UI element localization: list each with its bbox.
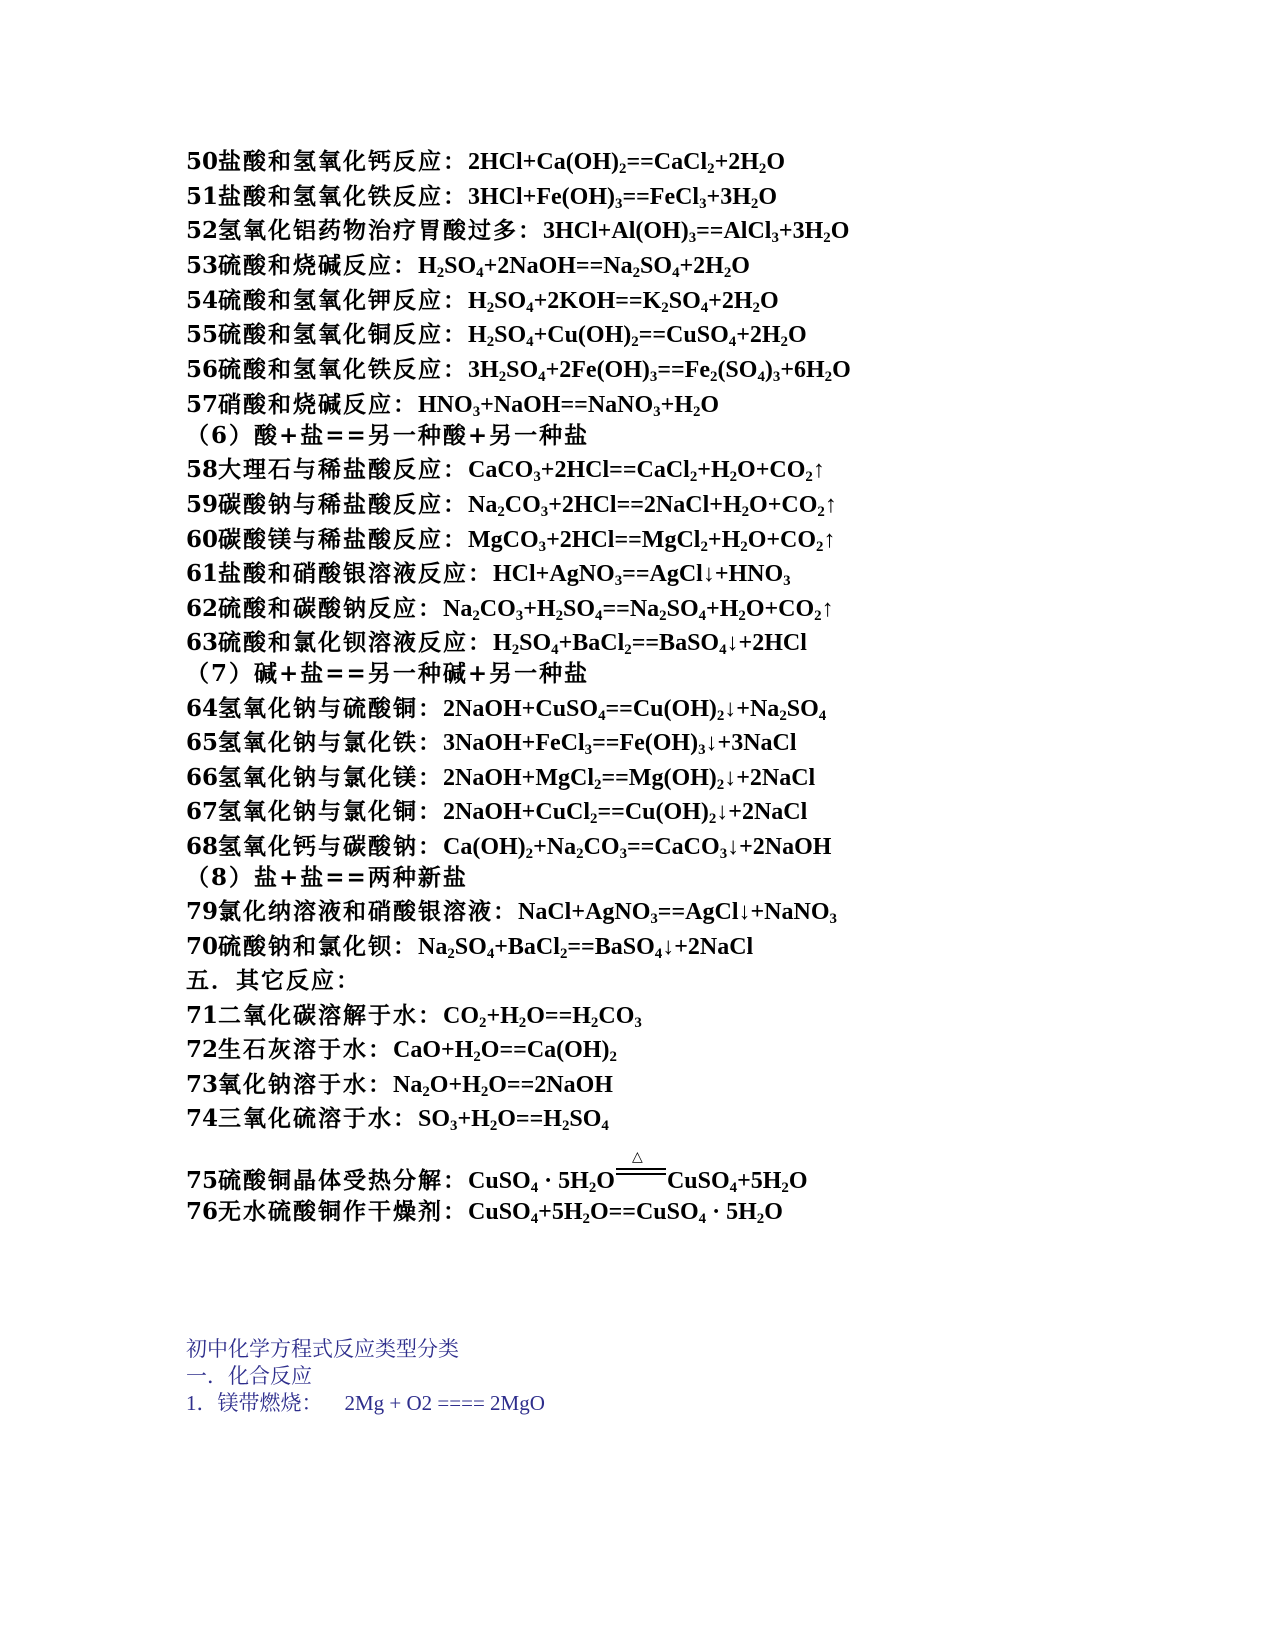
- equation-number: 66: [186, 764, 219, 791]
- reaction-description: 氧化钠溶于水：: [218, 1071, 394, 1098]
- equation-line-67: [186, 798, 807, 826]
- reaction-description: 盐酸和硝酸银溶液反应：: [218, 560, 494, 587]
- equation-line-65: [186, 729, 797, 757]
- chemical-equation: $H_2SO_4+2KOH==K_2SO_4+2H_2O$: [468, 288, 779, 317]
- equation-line-64: [186, 695, 826, 723]
- equation-line-66: [186, 764, 815, 792]
- chemical-equation: $SO_3+H_2O==H_2SO_4$: [418, 1106, 609, 1135]
- equation-line-62: [186, 595, 834, 623]
- equation-number: 70: [186, 933, 219, 960]
- chemical-equation: $CaO+H_2O==Ca(OH)_2$: [393, 1037, 617, 1066]
- equation-line-51: [186, 183, 777, 211]
- equation-line-63: [186, 629, 807, 657]
- equation-line-50: [186, 148, 785, 176]
- equals-bar: [616, 1168, 666, 1170]
- equation-number: 67: [186, 798, 219, 825]
- equation-line-74: [186, 1105, 609, 1133]
- equation-number: 76: [186, 1198, 219, 1225]
- chemical-equation: NaCl+AgNO$_3$==AgCl↓+NaNO$_3$: [518, 899, 837, 928]
- equation-line-75: [186, 1149, 808, 1197]
- equation-number: 61: [186, 560, 219, 587]
- heat-triangle-icon: △: [631, 1149, 643, 1165]
- chemical-equation: $2HCl+Ca(OH)_2==CaCl_2+2H_2O$: [468, 149, 786, 178]
- footer-subtitle: 一．化合反应: [186, 1364, 312, 1388]
- equation-line-56: [186, 356, 851, 384]
- equation-number: 56: [186, 356, 219, 383]
- equation-number: 72: [186, 1036, 219, 1063]
- chemical-equation: $HNO_3+NaOH==NaNO_3+H_2O$: [418, 392, 720, 421]
- equation-line-72: [186, 1036, 617, 1064]
- chemical-equation: $H_2SO_4+BaCl_2==BaSO_4↓+2HCl$: [493, 630, 807, 659]
- reaction-description: 大理石与稀盐酸反应：: [218, 456, 469, 483]
- equation-number: 50: [186, 148, 219, 175]
- equation-number: 55: [186, 321, 219, 348]
- equation-line-73: [186, 1071, 613, 1099]
- reaction-description: 硫酸和氯化钡溶液反应：: [218, 629, 494, 656]
- equation-number: 63: [186, 629, 219, 656]
- reaction-description: 氯化纳溶液和硝酸银溶液：: [218, 898, 519, 925]
- chemical-equation: $Na_2SO_4+BaCl_2==BaSO_4↓+2NaCl$: [418, 934, 754, 963]
- equation-number: 64: [186, 695, 219, 722]
- equation-line-71: [186, 1002, 642, 1030]
- chemical-equation: $Ca(OH)_2+Na_2CO_3==CaCO_3↓+2NaOH$: [443, 834, 832, 863]
- footer-item-label: 1．镁带燃烧：: [186, 1391, 323, 1415]
- heat-condition-sign: [616, 1149, 666, 1188]
- equation-number: 60: [186, 526, 219, 553]
- reaction-description: 氢氧化钙与碳酸钠：: [218, 833, 444, 860]
- reaction-description: 硫酸和氢氧化钾反应：: [218, 287, 469, 314]
- chemical-equation: $2NaOH+CuCl_2==Cu(OH)_2↓+2NaCl$: [443, 799, 808, 828]
- section-heading: 五．其它反应：: [186, 967, 361, 994]
- section-heading: （7）碱+盐==另一种碱+另一种盐: [186, 660, 590, 687]
- chemical-equation: $3NaOH+FeCl_3==Fe(OH)_3↓+3NaCl$: [443, 730, 797, 759]
- chemical-equation: $2NaOH+MgCl_2==Mg(OH)_2↓+2NaCl$: [443, 765, 816, 794]
- equation-number: 54: [186, 287, 219, 314]
- equation-line-70: [186, 933, 753, 961]
- section-heading: （6）酸+盐==另一种酸+另一种盐: [186, 422, 590, 449]
- equation-line-59: [186, 491, 837, 519]
- equation-number: 75: [186, 1167, 219, 1194]
- section-heading: （8）盐+盐==两种新盐: [186, 864, 468, 891]
- reaction-description: 氢氧化钠与氯化镁：: [218, 764, 444, 791]
- chemical-equation: $2NaOH+CuSO_4==Cu(OH)_2↓+Na_2SO_4$: [443, 696, 827, 725]
- equation-number: 52: [186, 217, 219, 244]
- equals-bar: [616, 1173, 666, 1175]
- reaction-description: 二氧化碳溶解于水：: [218, 1002, 444, 1029]
- reaction-description: 硫酸和烧碱反应：: [218, 252, 419, 279]
- reaction-description: 三氧化硫溶于水：: [218, 1105, 419, 1132]
- equation-number: 62: [186, 595, 219, 622]
- footer-item-equation: 2Mg + O2 ==== 2MgO: [344, 1391, 545, 1415]
- chemical-equation: $Na_2CO_3+2HCl==2NaCl+H_2O+CO_2↑$: [468, 492, 837, 521]
- equation-number: 59: [186, 491, 219, 518]
- chemical-equation: $3HCl+Fe(OH)_3==FeCl_3+3H_2O$: [468, 184, 777, 213]
- reaction-description: 碳酸钠与稀盐酸反应：: [218, 491, 469, 518]
- reaction-description: 盐酸和氢氧化钙反应：: [218, 148, 469, 175]
- equation-number: 71: [186, 1002, 219, 1029]
- equation-line-53: [186, 252, 750, 280]
- chemical-equation: $Na_2CO_3+H_2SO_4==Na_2SO_4+H_2O+CO_2↑$: [443, 596, 834, 625]
- chemical-equation: $CO_2+H_2O==H_2CO_3$: [443, 1003, 642, 1032]
- equation-line-61: [186, 560, 791, 588]
- reaction-description: 无水硫酸铜作干燥剂：: [218, 1198, 469, 1225]
- chemical-equation: $3HCl+Al(OH)_3==AlCl_3+3H_2O$: [543, 218, 850, 247]
- equation-line-60: [186, 526, 835, 554]
- chemical-equation: $CaCO_3+2HCl==CaCl_2+H_2O+CO_2↑$: [468, 457, 825, 486]
- reaction-description: 氢氧化钠与氯化铁：: [218, 729, 444, 756]
- reaction-description: 硫酸铜晶体受热分解：: [218, 1167, 469, 1194]
- equation-line-54: [186, 287, 779, 315]
- equation-number: 51: [186, 183, 219, 210]
- equation-line-52: [186, 217, 849, 245]
- equation-products: $CuSO_4+5H_2O$: [666, 1168, 808, 1197]
- equation-number: 65: [186, 729, 219, 756]
- equation-line-55: [186, 321, 807, 349]
- equation-line-58: [186, 456, 825, 484]
- reaction-description: 碳酸镁与稀盐酸反应：: [218, 526, 469, 553]
- reaction-description: 氢氧化钠与氯化铜：: [218, 798, 444, 825]
- equation-number: 57: [186, 391, 219, 418]
- equation-number: 74: [186, 1105, 219, 1132]
- reaction-description: 硝酸和烧碱反应：: [218, 391, 419, 418]
- chemical-equation: $MgCO_3+2HCl==MgCl_2+H_2O+CO_2↑$: [468, 527, 836, 556]
- equation-number: 79: [186, 898, 219, 925]
- chemical-equation: $H_2SO_4+2NaOH==Na_2SO_4+2H_2O$: [418, 253, 750, 282]
- equation-line-79: [186, 898, 837, 926]
- reaction-description: 盐酸和氢氧化铁反应：: [218, 183, 469, 210]
- reaction-description: 氢氧化钠与硫酸铜：: [218, 695, 444, 722]
- chemical-equation: $H_2SO_4+Cu(OH)_2==CuSO_4+2H_2O$: [468, 322, 807, 351]
- equation-number: 68: [186, 833, 219, 860]
- chemical-equation: $3H_2SO_4+2Fe(OH)_3==Fe_2(SO_4)_3+6H_2O$: [468, 357, 851, 386]
- footer-title: 初中化学方程式反应类型分类: [186, 1337, 459, 1361]
- equation-number: 73: [186, 1071, 219, 1098]
- reaction-description: 硫酸和碳酸钠反应：: [218, 595, 444, 622]
- chemical-equation: $Na_2O+H_2O==2NaOH$: [393, 1072, 613, 1101]
- equation-number: 53: [186, 252, 219, 279]
- equation-reactants: CuSO$_4$ · $5H_2O$: [468, 1168, 615, 1197]
- reaction-description: 生石灰溶于水：: [218, 1036, 394, 1063]
- reaction-description: 硫酸和氢氧化铜反应：: [218, 321, 469, 348]
- reaction-description: 硫酸和氢氧化铁反应：: [218, 356, 469, 383]
- equation-line-68: [186, 833, 831, 861]
- chemical-equation: $CuSO_4+5H_2O==CuSO_4 \cdot 5H_2O$: [468, 1199, 783, 1228]
- equation-line-76: [186, 1198, 783, 1226]
- equation-number: 58: [186, 456, 219, 483]
- reaction-description: 氢氧化铝药物治疗胃酸过多：: [218, 217, 544, 244]
- reaction-description: 硫酸钠和氯化钡：: [218, 933, 419, 960]
- equation-line-57: [186, 391, 719, 419]
- footer-item: [186, 1390, 545, 1416]
- chemical-equation: $HCl+AgNO_3==AgCl↓+HNO_3$: [493, 561, 791, 590]
